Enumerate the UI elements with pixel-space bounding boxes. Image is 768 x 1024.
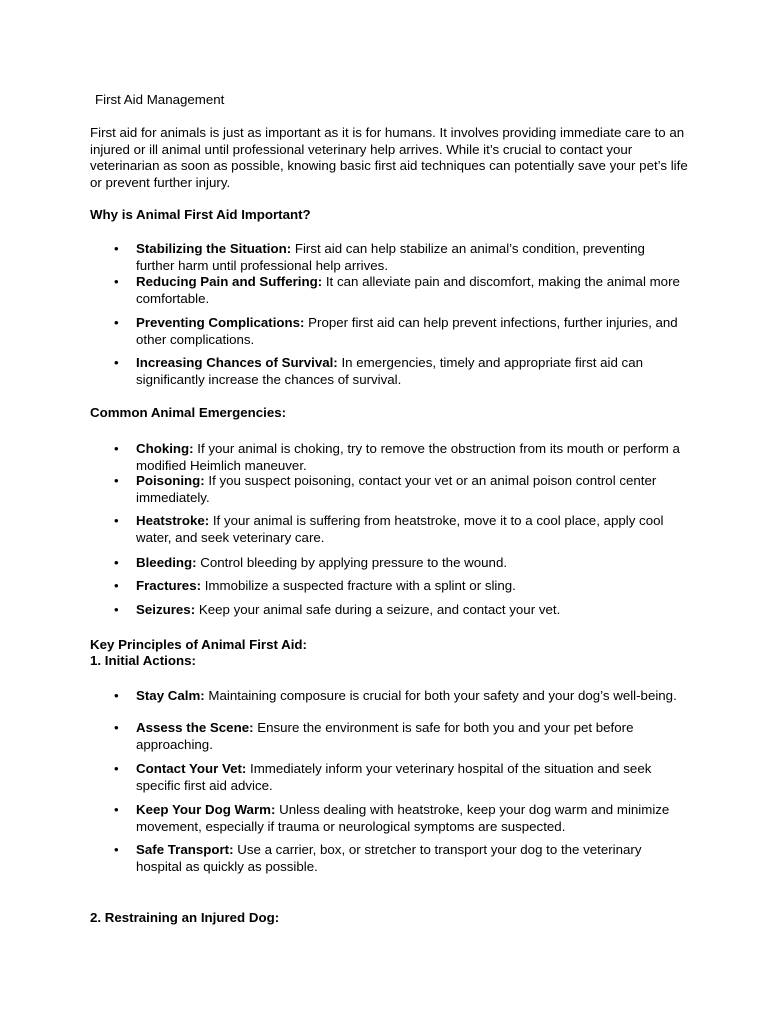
bullet-icon: • <box>114 241 119 256</box>
item-term: Preventing Complications: <box>136 315 305 330</box>
item-text: Maintaining composure is crucial for both your safety and your dog’s well-being. <box>204 688 677 703</box>
bullet-icon: • <box>114 274 119 289</box>
bullet-icon: • <box>114 473 119 488</box>
list-item <box>114 555 684 572</box>
item-term: Poisoning: <box>136 473 205 488</box>
restraining-heading: 2. Restraining an Injured Dog: <box>90 910 280 925</box>
list-item <box>114 842 684 875</box>
item-text: Immediately inform your veterinary hospital of the situation and seek specific first aid advice. <box>136 761 652 793</box>
emergencies-heading: Common Animal Emergencies: <box>90 405 287 420</box>
item-term: Heatstroke: <box>136 513 210 528</box>
bullet-icon: • <box>114 720 119 735</box>
bullet-icon: • <box>114 842 119 857</box>
item-term: Bleeding: <box>136 555 197 570</box>
list-item <box>114 355 684 388</box>
item-text: In emergencies, timely and appropriate first aid can significantly increase the chances of survival. <box>136 355 643 387</box>
item-text: Ensure the environment is safe for both you and your pet before approaching. <box>136 720 634 752</box>
item-term: Seizures: <box>136 602 196 617</box>
bullet-icon: • <box>114 761 119 776</box>
item-text: Proper first aid can help prevent infections, further injuries, and other complications. <box>136 315 678 347</box>
list-item <box>114 513 684 546</box>
intro-paragraph: First aid for animals is just as important as it is for humans. It involves providing immediate care to an injured or ill animal until professional veterinary help arrives. While it’s crucial to contact your veterinarian as soon as possible, knowing basic first aid techniques can potentially save your pet’s life or prevent further injury. <box>90 125 688 190</box>
principles-heading: Key Principles of Animal First Aid: <box>90 637 307 652</box>
document-title: First Aid Management <box>95 92 225 107</box>
list-item <box>114 761 684 794</box>
list-item <box>114 315 684 348</box>
item-text: Keep your animal safe during a seizure, and contact your vet. <box>195 602 561 617</box>
item-term: Contact Your Vet: <box>136 761 247 776</box>
item-term: Safe Transport: <box>136 842 234 857</box>
item-term: Stay Calm: <box>136 688 205 703</box>
item-text: Unless dealing with heatstroke, keep your dog warm and minimize movement, especially if trauma or neurological symptoms are suspected. <box>136 802 670 834</box>
item-text: If you suspect poisoning, contact your vet or an animal poison control center immediately. <box>136 473 657 505</box>
bullet-icon: • <box>114 555 119 570</box>
item-term: Increasing Chances of Survival: <box>136 355 338 370</box>
list-item <box>114 802 684 835</box>
bullet-icon: • <box>114 513 119 528</box>
why-heading: Why is Animal First Aid Important? <box>90 207 311 222</box>
bullet-icon: • <box>114 355 119 370</box>
list-item <box>114 241 684 274</box>
item-term: Keep Your Dog Warm: <box>136 802 276 817</box>
list-item <box>114 441 684 474</box>
bullet-icon: • <box>114 315 119 330</box>
item-term: Reducing Pain and Suffering: <box>136 274 323 289</box>
item-term: Choking: <box>136 441 194 456</box>
list-item <box>114 274 684 307</box>
bullet-icon: • <box>114 688 119 703</box>
list-item <box>114 578 684 595</box>
initial-actions-subheading: 1. Initial Actions: <box>90 653 196 668</box>
bullet-icon: • <box>114 602 119 617</box>
item-text: Control bleeding by applying pressure to the wound. <box>196 555 508 570</box>
item-text: Use a carrier, box, or stretcher to transport your dog to the veterinary hospital as quickly as possible. <box>136 842 642 874</box>
item-term: Assess the Scene: <box>136 720 254 735</box>
item-text: First aid can help stabilize an animal’s condition, preventing further harm until professional help arrives. <box>136 241 645 273</box>
item-text: If your animal is suffering from heatstroke, move it to a cool place, apply cool water, and seek veterinary care. <box>136 513 664 545</box>
bullet-icon: • <box>114 802 119 817</box>
bullet-icon: • <box>114 578 119 593</box>
list-item <box>114 688 684 705</box>
item-text: It can alleviate pain and discomfort, making the animal more comfortable. <box>136 274 680 306</box>
item-term: Fractures: <box>136 578 202 593</box>
item-term: Stabilizing the Situation: <box>136 241 292 256</box>
item-text: If your animal is choking, try to remove the obstruction from its mouth or perform a modified Heimlich maneuver. <box>136 441 680 473</box>
item-text: Immobilize a suspected fracture with a splint or sling. <box>201 578 516 593</box>
bullet-icon: • <box>114 441 119 456</box>
list-item <box>114 473 684 506</box>
list-item <box>114 602 684 619</box>
list-item <box>114 720 684 753</box>
